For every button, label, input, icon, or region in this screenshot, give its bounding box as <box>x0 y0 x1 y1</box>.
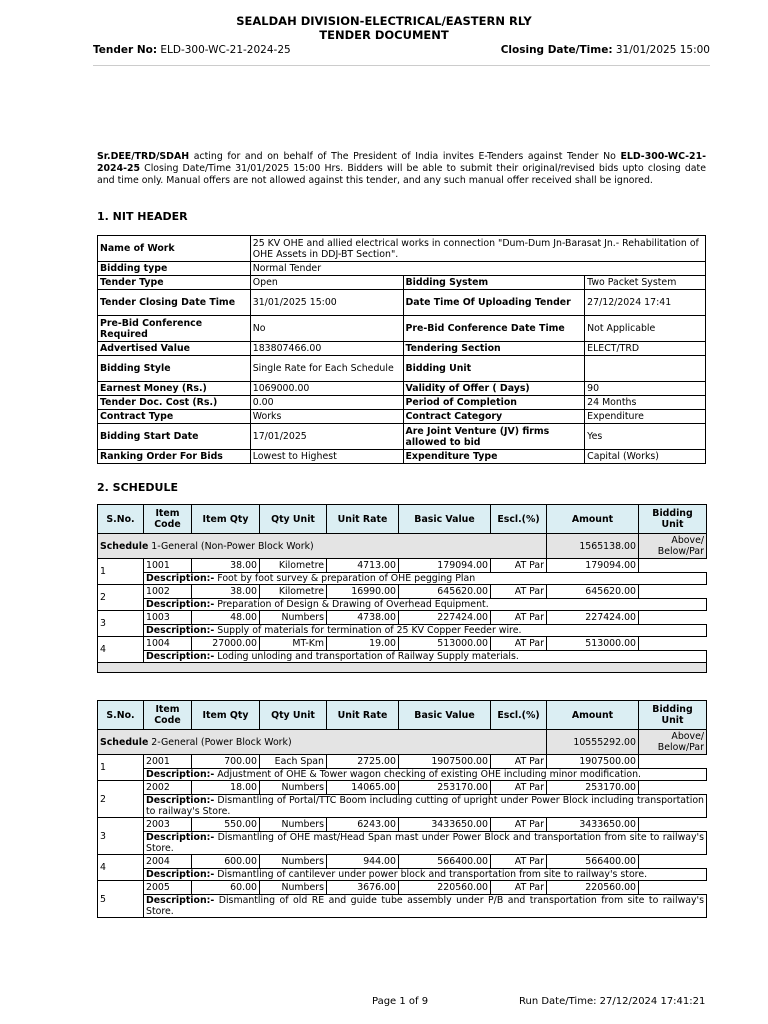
nit-row <box>98 450 706 464</box>
schedule-name-cell <box>98 730 547 755</box>
nit-label: Advertised Value <box>98 342 251 356</box>
description-label: Description:- <box>146 795 215 806</box>
item-bidding-unit <box>639 611 707 625</box>
schedule-title: 2. SCHEDULE <box>97 481 178 494</box>
description-label: Description:- <box>146 769 215 780</box>
schedule-amount: 10555292.00 <box>547 730 639 755</box>
item-qty: 38.00 <box>192 559 260 573</box>
schedule-header-row <box>98 505 707 534</box>
schedule-label: Schedule <box>100 540 149 552</box>
item-sno: 5 <box>98 881 144 918</box>
nit-value: Open <box>250 276 403 290</box>
unit-rate: 2725.00 <box>327 755 399 769</box>
nit-label: Bidding type <box>98 262 251 276</box>
item-sno: 1 <box>98 559 144 585</box>
amount: 179094.00 <box>547 559 639 573</box>
item-bidding-unit <box>639 559 707 573</box>
description-label: Description:- <box>146 573 215 584</box>
amount: 3433650.00 <box>547 818 639 832</box>
item-sno: 1 <box>98 755 144 781</box>
amount: 227424.00 <box>547 611 639 625</box>
intro-paragraph <box>97 151 706 186</box>
column-header: Qty Unit <box>260 701 327 730</box>
item-row <box>98 881 707 895</box>
schedule-header-row <box>98 701 707 730</box>
item-description <box>144 769 707 781</box>
column-header: Amount <box>547 701 639 730</box>
nit-label: Pre-Bid Conference Required <box>98 316 251 342</box>
tender-number <box>93 44 291 56</box>
schedule-table-2 <box>97 700 707 918</box>
page-number: Page 1 of 9 <box>372 996 429 1007</box>
basic-value: 253170.00 <box>399 781 491 795</box>
schedule-gap-cell <box>98 663 707 673</box>
nit-label: Are Joint Venture (JV) firms allowed to bid <box>403 424 585 450</box>
item-code: 2005 <box>144 881 192 895</box>
basic-value: 566400.00 <box>399 855 491 869</box>
item-description <box>144 651 707 663</box>
item-bidding-unit <box>639 781 707 795</box>
nit-row <box>98 290 706 316</box>
nit-label: Validity of Offer ( Days) <box>403 382 585 396</box>
unit-rate: 16990.00 <box>327 585 399 599</box>
nit-value: Single Rate for Each Schedule <box>250 356 403 382</box>
nit-row <box>98 276 706 290</box>
description-text: Supply of materials for termination of 25 KV Copper Feeder wire. <box>217 625 522 636</box>
column-header: Bidding Unit <box>639 505 707 534</box>
qty-unit: Each Span <box>260 755 327 769</box>
item-row <box>98 755 707 769</box>
amount: 566400.00 <box>547 855 639 869</box>
nit-row <box>98 382 706 396</box>
qty-unit: MT-Km <box>260 637 327 651</box>
unit-rate: 6243.00 <box>327 818 399 832</box>
item-description <box>144 895 707 918</box>
schedule-bidding-unit: Above/ Below/Par <box>639 730 707 755</box>
qty-unit: Kilometre <box>260 559 327 573</box>
document-title-line1: SEALDAH DIVISION-ELECTRICAL/EASTERN RLY <box>236 14 532 28</box>
description-label: Description:- <box>146 895 215 906</box>
description-text: Dismantling of cantilever under power block and transportation from site to railway's store. <box>217 869 648 880</box>
item-description-row <box>98 651 707 663</box>
nit-value: 25 KV OHE and allied electrical works in connection "Dum-Dum Jn-Barasat Jn.- Rehabilitation of OHE Assets in DDJ-BT Section". <box>250 236 705 262</box>
escl: AT Par <box>491 881 547 895</box>
closing-datetime <box>501 44 710 56</box>
column-header: S.No. <box>98 701 144 730</box>
nit-label: Tender Type <box>98 276 251 290</box>
item-qty: 550.00 <box>192 818 260 832</box>
escl: AT Par <box>491 755 547 769</box>
item-sno: 4 <box>98 637 144 663</box>
nit-value: 1069000.00 <box>250 382 403 396</box>
item-code: 1003 <box>144 611 192 625</box>
schedule-bidding-unit: Above/ Below/Par <box>639 534 707 559</box>
column-header: Item Code <box>144 505 192 534</box>
nit-label: Tender Closing Date Time <box>98 290 251 316</box>
basic-value: 220560.00 <box>399 881 491 895</box>
nit-label: Bidding Unit <box>403 356 585 382</box>
column-header: Amount <box>547 505 639 534</box>
nit-row <box>98 262 706 276</box>
description-label: Description:- <box>146 832 215 843</box>
item-bidding-unit <box>639 637 707 651</box>
nit-value: Expenditure <box>585 410 706 424</box>
item-qty: 38.00 <box>192 585 260 599</box>
description-text: Foot by foot survey & preparation of OHE pegging Plan <box>217 573 476 584</box>
nit-row <box>98 396 706 410</box>
nit-row <box>98 342 706 356</box>
item-description-row <box>98 599 707 611</box>
item-description <box>144 625 707 637</box>
item-qty: 600.00 <box>192 855 260 869</box>
description-label: Description:- <box>146 869 215 880</box>
nit-row <box>98 356 706 382</box>
description-label: Description:- <box>146 599 215 610</box>
column-header: Basic Value <box>399 701 491 730</box>
unit-rate: 4738.00 <box>327 611 399 625</box>
item-qty: 18.00 <box>192 781 260 795</box>
nit-value: ELECT/TRD <box>585 342 706 356</box>
item-description <box>144 599 707 611</box>
escl: AT Par <box>491 611 547 625</box>
column-header: Escl.(%) <box>491 505 547 534</box>
item-row <box>98 818 707 832</box>
escl: AT Par <box>491 559 547 573</box>
nit-value: 0.00 <box>250 396 403 410</box>
item-code: 2003 <box>144 818 192 832</box>
header-divider <box>93 65 710 66</box>
item-sno: 4 <box>98 855 144 881</box>
item-qty: 27000.00 <box>192 637 260 651</box>
amount: 645620.00 <box>547 585 639 599</box>
item-row <box>98 559 707 573</box>
column-header: Qty Unit <box>260 505 327 534</box>
amount: 1907500.00 <box>547 755 639 769</box>
nit-row <box>98 410 706 424</box>
amount: 253170.00 <box>547 781 639 795</box>
nit-value: 24 Months <box>585 396 706 410</box>
description-text: Dismantling of old RE and guide tube assembly under P/B and transportation from site to railway's Store. <box>146 895 704 917</box>
run-datetime: Run Date/Time: 27/12/2024 17:41:21 <box>519 996 706 1007</box>
description-text: Dismantling of Portal/TTC Boom including cutting of upright under Power Block including transportation to railway's Store. <box>146 795 704 817</box>
column-header: Item Qty <box>192 701 260 730</box>
schedule-name: 1-General (Non-Power Block Work) <box>151 540 314 552</box>
nit-header-title: 1. NIT HEADER <box>97 210 188 223</box>
item-description-row <box>98 573 707 585</box>
nit-value: Lowest to Highest <box>250 450 403 464</box>
qty-unit: Numbers <box>260 781 327 795</box>
column-header: Unit Rate <box>327 505 399 534</box>
nit-value: Capital (Works) <box>585 450 706 464</box>
nit-value: Yes <box>585 424 706 450</box>
schedule-name-cell <box>98 534 547 559</box>
item-sno: 3 <box>98 818 144 855</box>
item-bidding-unit <box>639 755 707 769</box>
nit-value: No <box>250 316 403 342</box>
escl: AT Par <box>491 781 547 795</box>
intro-tender-no: ELD-300-WC-21-2024-25 <box>97 151 706 174</box>
description-label: Description:- <box>146 651 215 662</box>
nit-label: Name of Work <box>98 236 251 262</box>
description-text: Loding unloding and transportation of Railway Supply materials. <box>217 651 519 662</box>
item-description-row <box>98 795 707 818</box>
qty-unit: Numbers <box>260 611 327 625</box>
nit-value: Not Applicable <box>585 316 706 342</box>
schedule-label: Schedule <box>100 736 149 748</box>
amount: 513000.00 <box>547 637 639 651</box>
item-description <box>144 573 707 585</box>
item-bidding-unit <box>639 855 707 869</box>
schedule-summary-row <box>98 730 707 755</box>
schedule-name: 2-General (Power Block Work) <box>151 736 292 748</box>
nit-label: Pre-Bid Conference Date Time <box>403 316 585 342</box>
item-bidding-unit <box>639 818 707 832</box>
item-code: 1002 <box>144 585 192 599</box>
schedule-amount: 1565138.00 <box>547 534 639 559</box>
tender-number-value: ELD-300-WC-21-2024-25 <box>160 44 291 56</box>
nit-label: Bidding Start Date <box>98 424 251 450</box>
item-description-row <box>98 769 707 781</box>
tender-number-label: Tender No: <box>93 44 158 56</box>
basic-value: 1907500.00 <box>399 755 491 769</box>
nit-value: Works <box>250 410 403 424</box>
nit-label: Expenditure Type <box>403 450 585 464</box>
column-header: Item Qty <box>192 505 260 534</box>
item-description <box>144 869 707 881</box>
intro-text1: acting for and on behalf of The President of India invites E-Tenders against Tender No <box>189 151 621 162</box>
item-row <box>98 637 707 651</box>
item-description <box>144 795 707 818</box>
item-bidding-unit <box>639 881 707 895</box>
nit-label: Date Time Of Uploading Tender <box>403 290 585 316</box>
item-description-row <box>98 625 707 637</box>
description-text: Preparation of Design & Drawing of Overhead Equipment. <box>217 599 489 610</box>
closing-datetime-value: 31/01/2025 15:00 <box>615 44 710 56</box>
item-sno: 2 <box>98 585 144 611</box>
nit-value: 31/01/2025 15:00 <box>250 290 403 316</box>
item-code: 2002 <box>144 781 192 795</box>
nit-row <box>98 424 706 450</box>
column-header: Bidding Unit <box>639 701 707 730</box>
item-qty: 700.00 <box>192 755 260 769</box>
schedule-table-1 <box>97 504 707 673</box>
schedule-summary-row <box>98 534 707 559</box>
basic-value: 179094.00 <box>399 559 491 573</box>
item-sno: 3 <box>98 611 144 637</box>
item-code: 2001 <box>144 755 192 769</box>
nit-label: Tender Doc. Cost (Rs.) <box>98 396 251 410</box>
nit-row <box>98 316 706 342</box>
item-code: 1004 <box>144 637 192 651</box>
basic-value: 645620.00 <box>399 585 491 599</box>
nit-value: 27/12/2024 17:41 <box>585 290 706 316</box>
intro-text2: Closing Date/Time 31/01/2025 15:00 Hrs. Bidders will be able to submit their original/revised bids upto closing date and time only. Manual offers are not allowed against this tender, and any such manual offer received shall be ignored. <box>97 162 706 186</box>
closing-datetime-label: Closing Date/Time: <box>500 44 613 56</box>
item-description-row <box>98 832 707 855</box>
escl: AT Par <box>491 585 547 599</box>
item-row <box>98 611 707 625</box>
escl: AT Par <box>491 637 547 651</box>
item-qty: 60.00 <box>192 881 260 895</box>
description-label: Description:- <box>146 625 215 636</box>
item-code: 1001 <box>144 559 192 573</box>
unit-rate: 944.00 <box>327 855 399 869</box>
column-header: Item Code <box>144 701 192 730</box>
nit-label: Contract Type <box>98 410 251 424</box>
qty-unit: Numbers <box>260 818 327 832</box>
nit-label: Contract Category <box>403 410 585 424</box>
qty-unit: Kilometre <box>260 585 327 599</box>
nit-value: 183807466.00 <box>250 342 403 356</box>
basic-value: 3433650.00 <box>399 818 491 832</box>
item-code: 2004 <box>144 855 192 869</box>
unit-rate: 19.00 <box>327 637 399 651</box>
escl: AT Par <box>491 855 547 869</box>
nit-value: Normal Tender <box>250 262 705 276</box>
unit-rate: 14065.00 <box>327 781 399 795</box>
nit-label: Bidding System <box>403 276 585 290</box>
escl: AT Par <box>491 818 547 832</box>
nit-row <box>98 236 706 262</box>
description-text: Adjustment of OHE & Tower wagon checking of existing OHE including minor modification. <box>217 769 642 780</box>
nit-label: Tendering Section <box>403 342 585 356</box>
nit-value: 90 <box>585 382 706 396</box>
nit-label: Period of Completion <box>403 396 585 410</box>
basic-value: 227424.00 <box>399 611 491 625</box>
column-header: S.No. <box>98 505 144 534</box>
item-bidding-unit <box>639 585 707 599</box>
intro-lead: Sr.DEE/TRD/SDAH <box>97 151 190 162</box>
item-row <box>98 585 707 599</box>
nit-label: Earnest Money (Rs.) <box>98 382 251 396</box>
nit-value <box>585 356 706 382</box>
unit-rate: 4713.00 <box>327 559 399 573</box>
unit-rate: 3676.00 <box>327 881 399 895</box>
schedule-gap <box>98 663 707 673</box>
nit-label: Ranking Order For Bids <box>98 450 251 464</box>
item-row <box>98 855 707 869</box>
nit-value: 17/01/2025 <box>250 424 403 450</box>
nit-table <box>97 235 706 464</box>
qty-unit: Numbers <box>260 881 327 895</box>
document-title-line2: TENDER DOCUMENT <box>319 28 449 42</box>
description-text: Dismantling of OHE mast/Head Span mast under Power Block and transportation from site to railway's Store. <box>146 832 704 854</box>
item-row <box>98 781 707 795</box>
qty-unit: Numbers <box>260 855 327 869</box>
nit-label: Bidding Style <box>98 356 251 382</box>
item-sno: 2 <box>98 781 144 818</box>
column-header: Unit Rate <box>327 701 399 730</box>
basic-value: 513000.00 <box>399 637 491 651</box>
item-description-row <box>98 869 707 881</box>
column-header: Basic Value <box>399 505 491 534</box>
column-header: Escl.(%) <box>491 701 547 730</box>
item-description <box>144 832 707 855</box>
item-description-row <box>98 895 707 918</box>
amount: 220560.00 <box>547 881 639 895</box>
item-qty: 48.00 <box>192 611 260 625</box>
nit-value: Two Packet System <box>585 276 706 290</box>
